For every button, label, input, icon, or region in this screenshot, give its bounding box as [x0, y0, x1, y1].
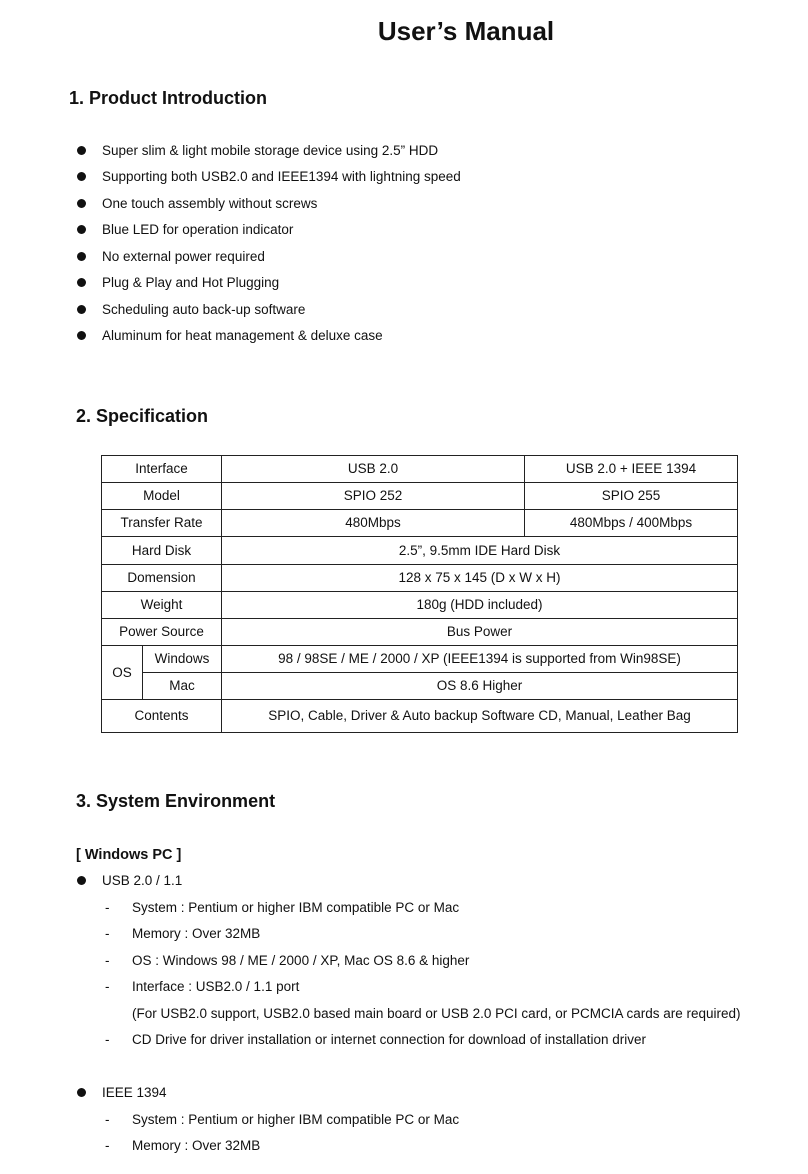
row-label: Contents [102, 700, 222, 733]
subheading-windows-pc: [ Windows PC ] [76, 847, 182, 863]
row-label: Model [102, 483, 222, 510]
table-row [102, 673, 738, 700]
table-cell: 180g (HDD included) [222, 592, 738, 619]
table-row [102, 565, 738, 592]
row-label: OS [102, 646, 143, 700]
row-label: Transfer Rate [102, 510, 222, 537]
row-sublabel: Windows [143, 646, 222, 673]
table-row [102, 483, 738, 510]
row-label: Interface [102, 456, 222, 483]
table-cell: 480Mbps [222, 510, 525, 537]
dash-marker: - [105, 1032, 110, 1047]
bullet-icon [77, 331, 86, 340]
table-cell: 128 x 75 x 145 (D x W x H) [222, 565, 738, 592]
row-label: Power Source [102, 619, 222, 646]
table-cell: USB 2.0 + IEEE 1394 [525, 456, 738, 483]
list-item: Memory : Over 32MB [132, 1138, 261, 1153]
bullet-icon [77, 199, 86, 208]
table-row [102, 537, 738, 565]
table-row [102, 646, 738, 673]
table-row [102, 456, 738, 483]
list-item: Blue LED for operation indicator [102, 222, 294, 237]
list-item: System : Pentium or higher IBM compatible PC or Mac [132, 900, 460, 915]
table-row [102, 592, 738, 619]
list-item: OS : Windows 98 / ME / 2000 / XP, Mac OS 8.6 & higher [132, 953, 470, 968]
bullet-icon [77, 225, 86, 234]
list-item: Supporting both USB2.0 and IEEE1394 with lightning speed [102, 169, 461, 184]
bullet-icon [77, 252, 86, 261]
spec-table [101, 455, 738, 733]
section-heading-specification: 2. Specification [76, 406, 209, 426]
page-title: User’s Manual [377, 16, 555, 46]
table-cell: 98 / 98SE / ME / 2000 / XP (IEEE1394 is supported from Win98SE) [222, 646, 738, 673]
row-sublabel: Mac [143, 673, 222, 700]
table-cell: 480Mbps / 400Mbps [525, 510, 738, 537]
dash-marker: - [105, 1138, 110, 1153]
dash-marker: - [105, 953, 110, 968]
dash-marker: - [105, 926, 110, 941]
list-item: Aluminum for heat management & deluxe case [102, 328, 383, 343]
list-item: Memory : Over 32MB [132, 926, 261, 941]
section-heading-product-introduction: 1. Product Introduction [69, 88, 267, 108]
list-item: Scheduling auto back-up software [102, 302, 306, 317]
table-cell: Bus Power [222, 619, 738, 646]
list-item: Super slim & light mobile storage device using 2.5” HDD [102, 143, 439, 158]
list-item: Interface : USB2.0 / 1.1 port [132, 979, 300, 994]
table-row [102, 510, 738, 537]
list-item-title: USB 2.0 / 1.1 [102, 873, 183, 888]
list-item: One touch assembly without screws [102, 196, 318, 211]
bullet-icon [77, 876, 86, 885]
list-item: Plug & Play and Hot Plugging [102, 275, 280, 290]
dash-marker: - [105, 1112, 110, 1127]
list-item: No external power required [102, 249, 265, 264]
dash-marker: - [105, 900, 110, 915]
table-cell: SPIO 252 [222, 483, 525, 510]
row-label: Hard Disk [102, 537, 222, 565]
bullet-icon [77, 305, 86, 314]
table-cell: SPIO 255 [525, 483, 738, 510]
bullet-icon [77, 1088, 86, 1097]
table-cell: OS 8.6 Higher [222, 673, 738, 700]
list-item-title: IEEE 1394 [102, 1085, 167, 1100]
bullet-icon [77, 278, 86, 287]
list-item: CD Drive for driver installation or internet connection for download of installation driver [132, 1032, 646, 1047]
bullet-icon [77, 146, 86, 155]
table-cell: USB 2.0 [222, 456, 525, 483]
bullet-icon [77, 172, 86, 181]
section-heading-system-environment: 3. System Environment [76, 791, 276, 811]
list-item-note: (For USB2.0 support, USB2.0 based main board or USB 2.0 PCI card, or PCMCIA cards are required) [132, 1006, 741, 1021]
table-cell: SPIO, Cable, Driver & Auto backup Software CD, Manual, Leather Bag [222, 700, 738, 733]
dash-marker: - [105, 979, 110, 994]
table-cell: 2.5”, 9.5mm IDE Hard Disk [222, 537, 738, 565]
list-item: System : Pentium or higher IBM compatible PC or Mac [132, 1112, 460, 1127]
table-row [102, 619, 738, 646]
row-label: Weight [102, 592, 222, 619]
table-row [102, 700, 738, 733]
row-label: Domension [102, 565, 222, 592]
